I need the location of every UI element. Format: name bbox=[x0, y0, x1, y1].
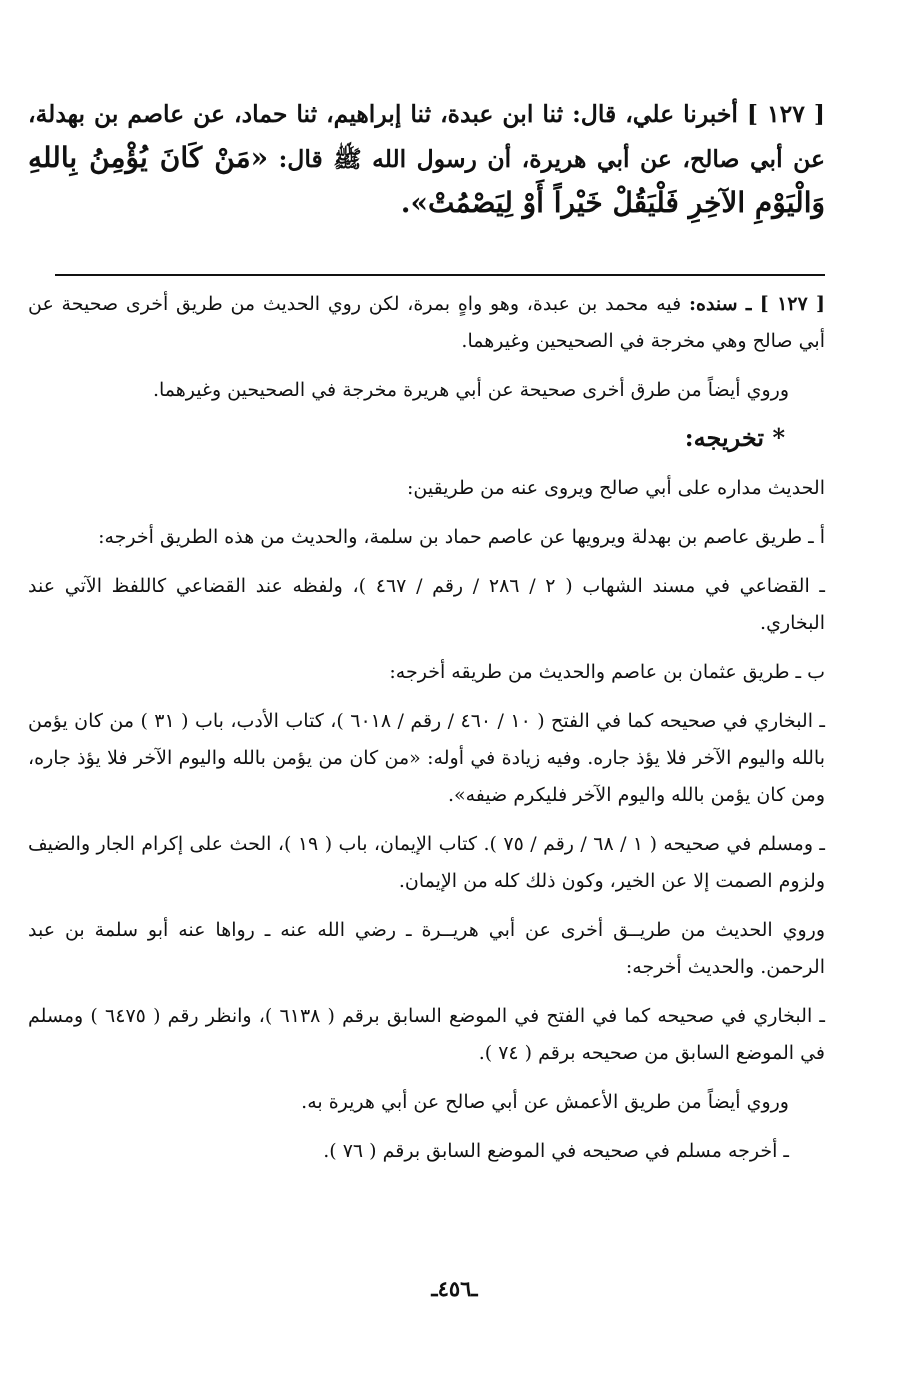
footnotes-section bbox=[28, 286, 825, 1182]
footnote-paragraph-12: ـ أخرجه مسلم في صحيحه في الموضع السابق برقم ( ٧٦ ). bbox=[323, 1140, 789, 1162]
footnote-paragraph-7: ـ البخاري في صحيحه كما في الفتح ( ١٠ / ٤٦٠ / رقم / ٦٠١٨ )، كتاب الأدب، باب ( ٣١ ) من كان يؤمن بالله واليوم الآخر فلا يؤذ جاره. وفيه زيادة في أوله: «من كان من يؤمن بالله واليوم الآخر فلا يؤذ جاره، ومن كان يؤمن بالله واليوم الآخر فليكرم ضيفه». bbox=[28, 710, 825, 806]
hadith-main-text bbox=[28, 92, 825, 226]
footnote-sanad bbox=[28, 286, 825, 360]
hadith-chain: أخبرنا علي، قال: ثنا ابن عبدة، ثنا إبراهيم، ثنا حماد، عن عاصم بن بهدلة، عن أبي صالح، عن أبي هريرة، أن رسول الله ﷺ قال: bbox=[28, 100, 825, 173]
takhrij-heading: * تخريجه: bbox=[684, 423, 785, 452]
page-number: ـ٤٥٦ـ bbox=[431, 1276, 478, 1301]
footnote-paragraph-11: وروي أيضاً من طريق الأعمش عن أبي صالح عن أبي هريرة به. bbox=[301, 1091, 789, 1113]
footnote-paragraph-2: وروي أيضاً من طرق أخرى صحيحة عن أبي هريرة مخرجة في الصحيحين وغيرهما. bbox=[152, 379, 789, 401]
footnote-paragraph-8: ـ ومسلم في صحيحه ( ١ / ٦٨ / رقم / ٧٥ ). كتاب الإيمان، باب ( ١٩ )، الحث على إكرام الجار والضيف ولزوم الصمت إلا عن الخير، وكون ذلك كله من الإيمان. bbox=[28, 833, 825, 892]
hadith-matn: «مَنْ كَانَ يُؤْمِنُ بِاللهِ وَالْيَوْمِ الآخِرِ فَلْيَقُلْ خَيْراً أَوْ لِيَصْمُتْ». bbox=[28, 141, 825, 219]
hadith-number: [ ١٢٧ ] bbox=[746, 100, 825, 128]
footnote-sanad-text: فيه محمد بن عبدة، وهو واهٍ بمرة، لكن روي الحديث من طريق أخرى صحيحة عن أبي صالح وهي مخرجة في الصحيحين وغيرهما. bbox=[28, 293, 825, 352]
footnote-paragraph-4: أ ـ طريق عاصم بن بهدلة ويرويها عن عاصم حماد بن سلمة، والحديث من هذه الطريق أخرجه: bbox=[98, 526, 825, 548]
footnote-divider bbox=[55, 274, 825, 276]
footnote-paragraph-3: الحديث مداره على أبي صالح ويروى عنه من طريقين: bbox=[407, 477, 825, 499]
footnote-paragraph-10: ـ البخاري في صحيحه كما في الفتح في الموضع السابق برقم ( ٦١٣٨ )، وانظر رقم ( ٦٤٧٥ ) ومسلم في الموضع السابق من صحيحه برقم ( ٧٤ ). bbox=[28, 1005, 825, 1064]
footnote-paragraph-5: ـ القضاعي في مسند الشهاب ( ٢ / ٢٨٦ / رقم / ٤٦٧ )، ولفظه عند القضاعي كاللفظ الآتي عند البخاري. bbox=[28, 575, 825, 634]
footnote-paragraph-9: وروي الحديث من طريــق أخرى عن أبي هريــرة ـ رضي الله عنه ـ رواها عنه أبو سلمة بن عبد الرحمن. والحديث أخرجه: bbox=[28, 919, 825, 978]
footnote-sanad-label: [ ١٢٧ ] ـ سنده: bbox=[688, 293, 826, 315]
footnote-paragraph-6: ب ـ طريق عثمان بن عاصم والحديث من طريقه أخرجه: bbox=[389, 661, 825, 683]
